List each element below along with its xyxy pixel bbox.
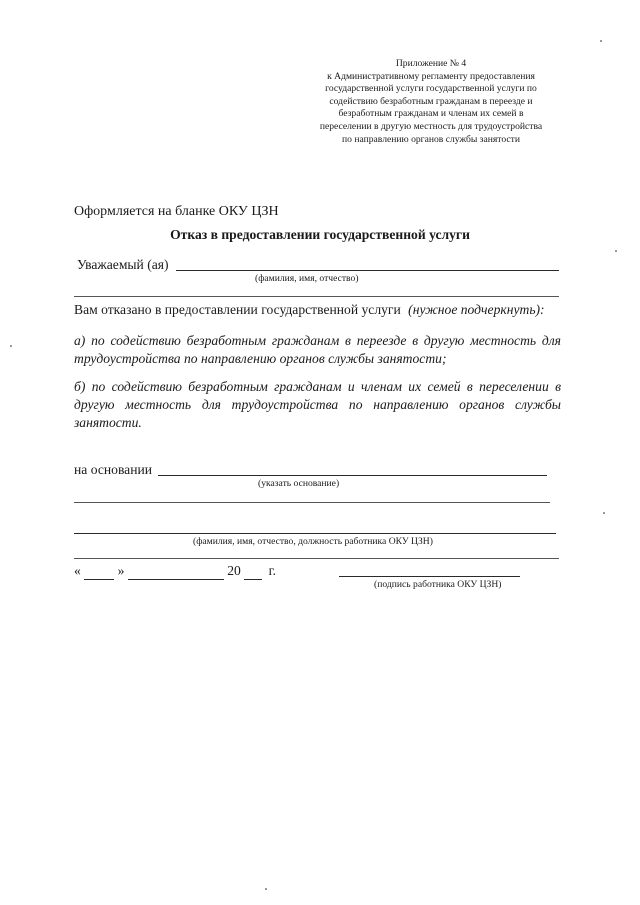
basis-field-continuation[interactable] (74, 502, 550, 503)
appendix-line: по направлению органов службы занятости (342, 133, 520, 145)
date-close-quote: » (117, 563, 125, 578)
employee-field-continuation[interactable] (74, 558, 559, 559)
option-a[interactable]: а) по содействию безработным гражданам в переезде в другую местность для трудоустройства по направлению органов службы занятости; (74, 333, 561, 366)
date-year-prefix: 20 (227, 563, 241, 578)
addressee-field[interactable] (176, 270, 559, 271)
date-day-field[interactable] (84, 563, 114, 580)
refusal-hint: (нужное подчеркнуть): (408, 302, 545, 317)
appendix-header (300, 58, 562, 146)
date-year-field[interactable] (244, 563, 262, 580)
scan-speck (615, 250, 617, 252)
employee-caption: (фамилия, имя, отчество, должность работника ОКУ ЦЗН) (193, 536, 433, 547)
date-month-field[interactable] (128, 563, 224, 580)
scan-speck (600, 40, 602, 42)
date-year-suffix: г. (268, 563, 277, 578)
scan-speck (10, 345, 12, 347)
signature-field[interactable] (339, 576, 520, 577)
employee-field[interactable] (74, 533, 556, 534)
addressee-label: Уважаемый (ая) (77, 257, 169, 272)
basis-caption: (указать основание) (258, 478, 340, 489)
refusal-text: Вам отказано в предоставлении государственной услуги (74, 302, 401, 317)
appendix-line: к Административному регламенту предоставления (327, 70, 535, 82)
signature-caption: (подпись работника ОКУ ЦЗН) (374, 579, 502, 590)
addressee-caption: (фамилия, имя, отчество) (255, 273, 359, 284)
appendix-line: государственной услуги государственной услуги по (325, 83, 537, 95)
appendix-line: переселении в другую местность для трудоустройства (319, 120, 543, 132)
appendix-line: Приложение № 4 (395, 58, 467, 69)
option-b[interactable]: б) по содействию безработным гражданам и членам их семей в переселении в другую местность для трудоустройства по направлению органов службы занятости. (74, 379, 561, 430)
form-note: Оформляется на бланке ОКУ ЦЗН (74, 204, 279, 219)
refusal-statement (74, 302, 545, 318)
document-title: Отказ в предоставлении государственной услуги (170, 227, 470, 242)
appendix-line: безработным гражданам и членам их семей в (338, 108, 524, 120)
date-row (74, 563, 276, 580)
scan-speck (265, 888, 267, 890)
basis-field[interactable] (158, 475, 547, 476)
appendix-line: содействию безработным гражданам в переезде и (329, 95, 533, 107)
basis-label: на основании (74, 462, 153, 477)
addressee-field-continuation[interactable] (74, 296, 559, 297)
scan-speck (603, 512, 605, 514)
date-open-quote: « (74, 563, 81, 578)
